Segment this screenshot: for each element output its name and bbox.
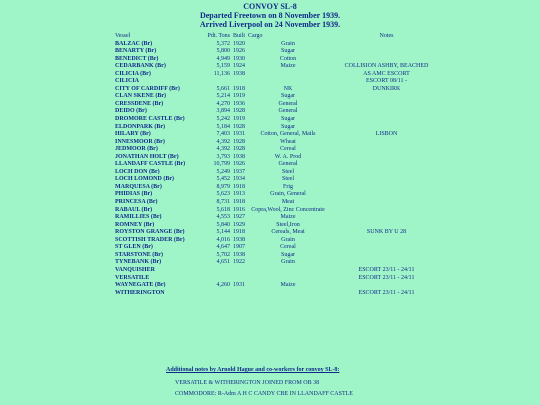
cell-cargo: Sugar [281,116,295,123]
cell-cargo: Steel,Iron [276,221,300,228]
cell-built: 1938 [233,153,245,160]
cell-built: 1938 [233,251,245,258]
cell-notes [328,282,445,290]
cell-tons: 3,894 [216,108,230,115]
cell-vessel: BALZAC (Br) [115,40,153,47]
cell-cargo: Sugar [281,123,295,130]
cell-cargo: Steel [282,168,294,175]
cell-built: 1938 [233,70,245,77]
cell-vessel: BENEDICT (Br) [115,55,159,62]
cell-cargo: Wheat [280,138,296,145]
table-row [115,259,445,267]
column-header-built: Built [233,33,246,39]
cell-vessel: MARQUESA (Br) [115,183,162,190]
cell-notes [328,154,445,162]
cell-notes [328,101,445,109]
cell-built: 1907 [233,244,245,251]
cell-notes: AS AMC ESCORT [363,70,410,77]
cell-vessel: SCOTTISH TRADER (Br) [115,236,185,243]
cell-built: 1928 [233,123,245,130]
cell-cargo: General [278,108,298,115]
cell-notes [328,222,445,230]
cell-vessel: CLAN SKENE (Br) [115,93,167,100]
cell-notes [328,124,445,132]
cell-vessel: BENARTY (Br) [115,48,157,55]
cell-vessel: JEDMOOR (Br) [115,146,158,153]
cell-vessel: JONATHAN HOLT (Br) [115,153,179,160]
cell-vessel: VANQUISHER [115,266,155,273]
cell-built: 1926 [233,48,245,55]
table-row [115,267,445,275]
cell-cargo: Grain [281,259,295,266]
cell-built: 1931 [233,282,245,289]
table-row [115,48,445,56]
cell-tons: 4,016 [216,236,230,243]
cell-tons [197,78,233,86]
table-row [115,139,445,147]
cell-built: 1936 [233,100,245,107]
cell-notes [328,259,445,267]
cell-tons: 5,452 [216,176,230,183]
cell-cargo: Maize [280,282,296,289]
table-row [115,101,445,109]
cell-vessel: CEDARBANK (Br) [115,63,166,70]
cell-cargo: NK [283,85,293,92]
cell-vessel: LLANDAFF CASTLE (Br) [115,161,186,168]
cell-built: 1924 [233,63,245,70]
cell-tons: 5,618 [216,206,230,213]
cell-cargo: Grain [281,236,295,243]
cell-notes [328,207,445,215]
cell-vessel: RAMILLIES (Br) [115,214,162,221]
cell-cargo: General [278,100,298,107]
cell-tons: 5,372 [216,40,230,47]
column-header-vessel: Vessel [115,33,131,39]
column-header-tons: Pdt. Tons [207,33,230,39]
cell-notes [328,161,445,169]
cell-tons: 5,184 [216,123,230,130]
cell-notes [328,252,445,260]
cell-built [233,78,248,86]
cell-vessel: LOCH LOMOND (Br) [115,176,174,183]
table-row [115,116,445,124]
cell-vessel: CRESSDENE (Br) [115,100,164,107]
cell-built: 1931 [233,131,245,138]
cell-vessel: WITHERINGTON [115,289,165,296]
table-body [115,41,445,298]
cell-tons: 4,392 [216,146,230,153]
cell-vessel: PHIDIAS (Br) [115,191,153,198]
cell-built: 1938 [233,236,245,243]
table-row [115,176,445,184]
cell-built: 1930 [233,55,245,62]
cell-vessel: RABAUL (Br) [115,206,153,213]
page-title: CONVOY SL-8 [243,2,297,11]
table-row [115,199,445,207]
cell-notes: DUNKIRK [372,85,401,92]
table-row [115,146,445,154]
cell-cargo: Maize [280,63,296,70]
cell-built: 1919 [233,116,245,123]
cell-notes [328,214,445,222]
table-row [115,191,445,199]
cell-vessel: ELDONPARK (Br) [115,123,166,130]
cell-cargo: Cotton, General, Mails [260,131,316,138]
cell-vessel: CILICIA [115,78,140,85]
cell-vessel: CITY OF CARDIFF (Br) [115,85,180,92]
cell-cargo: Cotton [279,55,297,62]
cell-notes: ESCORT 23/11 - 24/11 [358,266,415,273]
cell-vessel: ROYSTON GRANGE (Br) [115,229,185,236]
cell-built: 1920 [233,40,245,47]
cell-cargo [248,267,328,275]
cell-built: 1928 [233,138,245,145]
cell-built: 1927 [233,214,245,221]
cell-vessel: ROMNEY (Br) [115,221,155,228]
cell-vessel: ST GLEN (Br) [115,244,153,251]
cell-built: 1916 [233,206,245,213]
additional-note-line: COMMODORE: R-Adm A H C CANDY CBE IN LLANDAFF CASTLE [175,391,353,397]
cell-cargo: Cereal [280,244,296,251]
table-row [115,108,445,116]
cell-tons: 5,214 [216,93,230,100]
cell-notes: COLLISION ASHBY, BEACHED [344,63,429,70]
cell-vessel: HILARY (Br) [115,131,151,138]
cell-built: 1922 [233,259,245,266]
departed-line: Departed Freetown on 8 November 1939. [199,11,341,20]
cell-vessel: DEIDO (Br) [115,108,147,115]
cell-notes [328,237,445,245]
cell-cargo: Grain [281,40,295,47]
cell-tons: 4,651 [216,259,230,266]
cell-cargo: W. A. Prod [274,153,302,160]
cell-cargo: Sugar [281,48,295,55]
cell-cargo: Steel [282,176,294,183]
cell-notes [328,191,445,199]
cell-cargo: Frig [282,183,293,190]
cell-tons: 4,647 [216,244,230,251]
cell-tons [197,275,233,283]
cell-built: 1919 [233,93,245,100]
cell-cargo: Copra,Wool, Zinc Concentrate [251,206,325,213]
cell-notes [328,169,445,177]
cell-built: 1928 [233,108,245,115]
cell-notes [328,139,445,147]
cell-notes [328,244,445,252]
cell-notes [328,108,445,116]
cell-notes: ESCORT 23/11 - 24/11 [358,289,415,296]
table-row [115,214,445,222]
cell-cargo: General [278,161,298,168]
cell-built: 1934 [233,176,245,183]
cell-built [233,267,248,275]
cell-built: 1918 [233,229,245,236]
cell-cargo: Sugar [281,93,295,100]
cell-cargo: Cereal [280,146,296,153]
cell-tons: 4,260 [216,282,230,289]
table-row [115,207,445,215]
table-row [115,71,445,79]
cell-tons: 5,144 [216,229,230,236]
cell-notes: ESCORT 23/11 - 24/11 [358,274,415,281]
cell-built [233,275,248,283]
cell-tons: 5,840 [216,221,230,228]
table-row [115,237,445,245]
cell-built: 1937 [233,168,245,175]
cell-built: 1918 [233,85,245,92]
cell-tons: 8,731 [216,199,230,206]
cell-vessel: CILICIA (Br) [115,70,151,77]
cell-notes [328,116,445,124]
cell-notes [328,48,445,56]
table-row [115,93,445,101]
cell-built: 1928 [233,146,245,153]
cell-built: 1918 [233,199,245,206]
cell-tons: 8,979 [216,183,230,190]
cell-tons: 5,702 [216,251,230,258]
cell-notes [328,199,445,207]
cell-cargo [248,275,328,283]
table-row [115,275,445,283]
table-row [115,184,445,192]
table-row [115,229,445,237]
table-row [115,290,445,298]
table-row [115,41,445,49]
cell-cargo [248,71,328,79]
cell-notes: ESCORT 08/11 - [366,78,407,85]
cell-cargo: Grain, General [270,191,306,198]
cell-tons: 3,793 [216,153,230,160]
cell-vessel: INNESMOOR (Br) [115,138,165,145]
cell-built: 1918 [233,183,245,190]
cell-vessel: VERSATILE [115,274,150,281]
table-row [115,131,445,139]
additional-note-line: VERSATILE & WITHERINGTON JOINED FROM OB 38 [175,380,320,386]
cell-tons: 5,800 [216,48,230,55]
cell-notes [328,146,445,154]
cell-tons: 5,661 [216,85,230,92]
arrived-line: Arrived Liverpool on 24 November 1939. [199,20,341,29]
cell-cargo: Maize [280,214,296,221]
table-row [115,161,445,169]
cell-notes [328,41,445,49]
cell-tons: 7,403 [216,131,230,138]
cell-built: 1929 [233,221,245,228]
cell-tons: 11,136 [213,70,230,77]
cell-vessel: LOCH DON (Br) [115,168,160,175]
table-row [115,244,445,252]
cell-notes [328,56,445,64]
cell-tons [197,290,233,298]
column-header-notes: Notes [379,33,394,39]
cell-built: 1913 [233,191,245,198]
cell-built: 1926 [233,161,245,168]
cell-tons: 4,949 [216,55,230,62]
convoy-table [115,33,445,297]
cell-tons: 5,249 [216,168,230,175]
cell-cargo: Sugar [281,251,295,258]
cell-cargo [248,290,328,298]
cell-notes [328,93,445,101]
cell-notes [328,184,445,192]
cell-cargo: Cereals, Meat [271,229,305,236]
table-row [115,78,445,86]
cell-tons: 5,623 [216,191,230,198]
cell-vessel: TYNEBANK (Br) [115,259,162,266]
table-row [115,63,445,71]
cell-tons: 10,799 [213,161,230,168]
table-row [115,124,445,132]
cell-notes [328,176,445,184]
additional-notes-heading: Additional notes by Arnold Hague and co-workers for convoy SL-8: [166,367,340,373]
table-row [115,282,445,290]
cell-tons [197,267,233,275]
cell-built [233,290,248,298]
cell-tons: 4,553 [216,214,230,221]
cell-cargo: Meat [281,199,295,206]
table-header-row [115,33,445,41]
cell-vessel: PRINCESA (Br) [115,199,158,206]
cell-vessel: DROMORE CASTLE (Br) [115,116,185,123]
cell-tons: 5,242 [216,116,230,123]
cell-tons: 5,159 [216,63,230,70]
cell-notes: SUNK BY U 28 [366,229,407,236]
column-header-cargo: Cargo [248,33,263,39]
cell-vessel: WAYNEGATE (Br) [115,282,166,289]
table-row [115,252,445,260]
cell-tons: 4,270 [216,100,230,107]
cell-notes: LISBON [375,131,398,138]
cell-tons: 4,392 [216,138,230,145]
cell-cargo [248,78,328,86]
cell-vessel: STARSTONE (Br) [115,251,163,258]
